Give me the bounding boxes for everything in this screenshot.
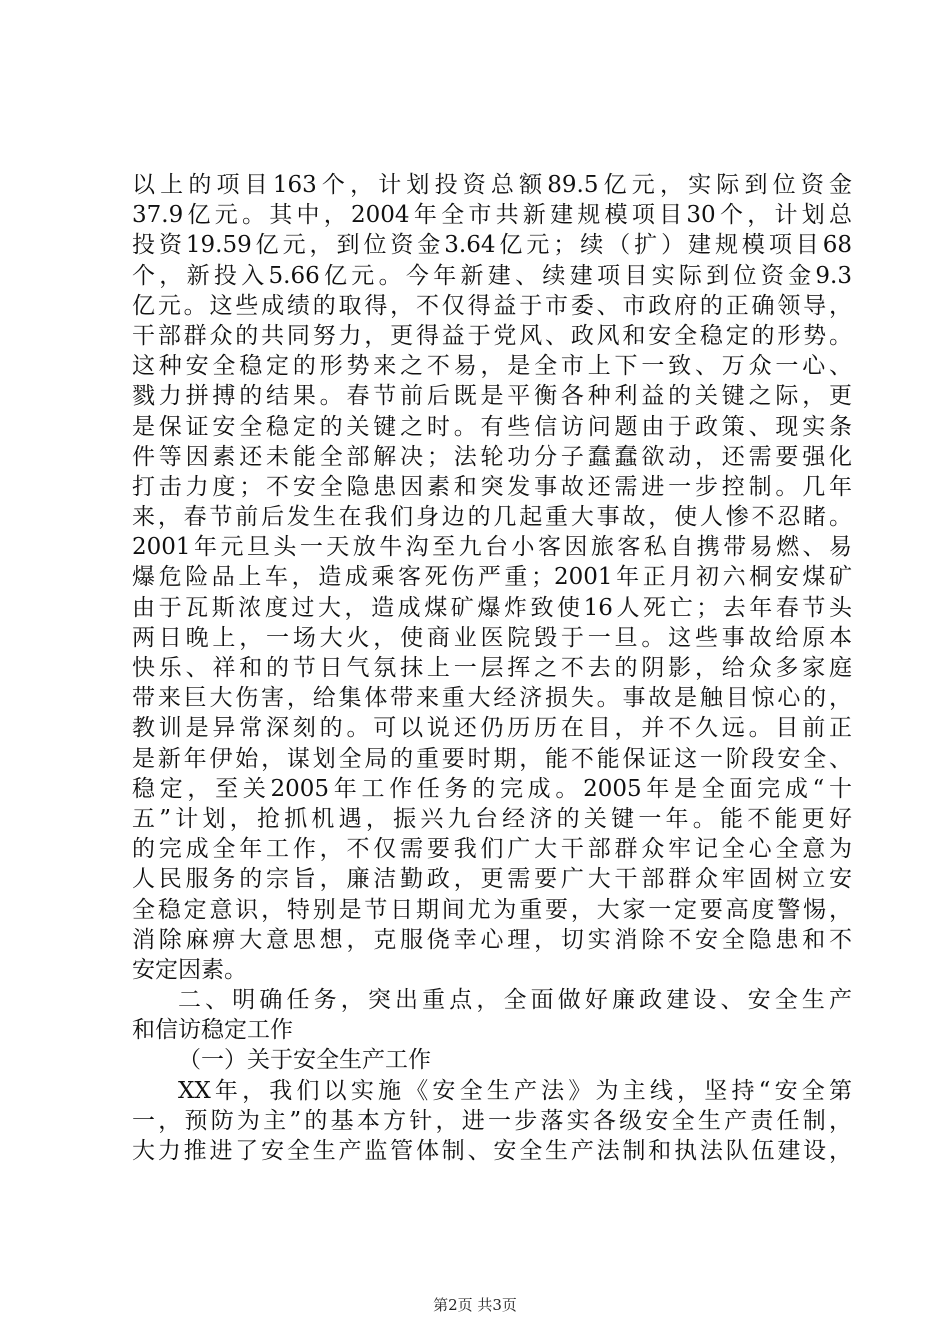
text-line: 是新年伊始，谋划全局的重要时期，能不能保证这一阶段安全、 (132, 745, 852, 772)
text-line: 打击力度；不安全隐患因素和突发事故还需进一步控制。几年 (132, 473, 852, 500)
text-line: （一）关于安全生产工作 (178, 1047, 431, 1074)
text-line: 全稳定意识，特别是节日期间尤为重要，大家一定要高度警惕， (132, 896, 852, 923)
text-line: 亿元。这些成绩的取得，不仅得益于市委、市政府的正确领导， (132, 292, 852, 319)
text-line: 快乐、祥和的节日气氛抹上一层挥之不去的阴影，给众多家庭 (132, 655, 852, 681)
text-line: 37.9亿元。其中，2004年全市共新建规模项目30个，计划总 (132, 202, 852, 229)
text-line: 来，春节前后发生在我们身边的几起重大事故，使人惨不忍睹。 (132, 504, 852, 531)
text-line: 和信访稳定工作 (132, 1017, 293, 1044)
text-line: 由于瓦斯浓度过大，造成煤矿爆炸致使16人死亡；去年春节头 (132, 594, 852, 621)
text-line: 干部群众的共同努力，更得益于党风、政风和安全稳定的形势。 (132, 322, 852, 349)
text-line: 戮力拼搏的结果。春节前后既是平衡各种利益的关键之际，更 (132, 383, 852, 410)
text-line: 两日晚上，一场大火，使商业医院毁于一旦。这些事故给原本 (132, 624, 852, 651)
page-footer: 第2页 共3页 (433, 1296, 517, 1314)
text-line: 人民服务的宗旨，廉洁勤政，更需要广大干部群众牢固树立安 (132, 866, 852, 893)
text-line: 安定因素。 (132, 956, 247, 983)
text-line: 爆危险品上车，造成乘客死伤严重；2001年正月初六桐安煤矿 (132, 564, 852, 591)
text-line: 2001年元旦头一天放牛沟至九台小客因旅客私自携带易燃、易 (132, 534, 852, 561)
text-line: 一，预防为主”的基本方针，进一步落实各级安全生产责任制， (132, 1107, 852, 1134)
text-line: 这种安全稳定的形势来之不易，是全市上下一致、万众一心、 (132, 353, 852, 380)
text-line: 大力推进了安全生产监管体制、安全生产法制和执法队伍建设， (132, 1138, 852, 1164)
text-line: XX年，我们以实施《安全生产法》为主线，坚持“安全第 (178, 1077, 852, 1104)
text-line: 的完成全年工作，不仅需要我们广大干部群众牢记全心全意为 (132, 836, 852, 863)
text-line: 稳定，至关2005年工作任务的完成。2005年是全面完成“十 (132, 775, 852, 802)
text-line: 件等因素还未能全部解决；法轮功分子蠢蠢欲动，还需要强化 (132, 443, 852, 470)
text-line: 二、明确任务，突出重点，全面做好廉政建设、安全生产 (178, 987, 852, 1014)
body-text (132, 170, 852, 1166)
text-line: 教训是异常深刻的。可以说还仍历历在目，并不久远。目前正 (132, 715, 852, 742)
text-line: 以上的项目163个，计划投资总额89.5亿元，实际到位资金 (132, 172, 852, 198)
text-line: 投资19.59亿元，到位资金3.64亿元；续（扩）建规模项目68 (132, 232, 852, 259)
text-line: 带来巨大伤害，给集体带来重大经济损失。事故是触目惊心的， (132, 685, 852, 712)
text-line: 是保证安全稳定的关键之时。有些信访问题由于政策、现实条 (132, 413, 852, 440)
text-line: 五”计划，抢抓机遇，振兴九台经济的关键一年。能不能更好 (132, 805, 852, 832)
text-line: 个，新投入5.66亿元。今年新建、续建项目实际到位资金9.3 (132, 262, 852, 289)
text-line: 消除麻痹大意思想，克服侥幸心理，切实消除不安全隐患和不 (132, 926, 852, 953)
